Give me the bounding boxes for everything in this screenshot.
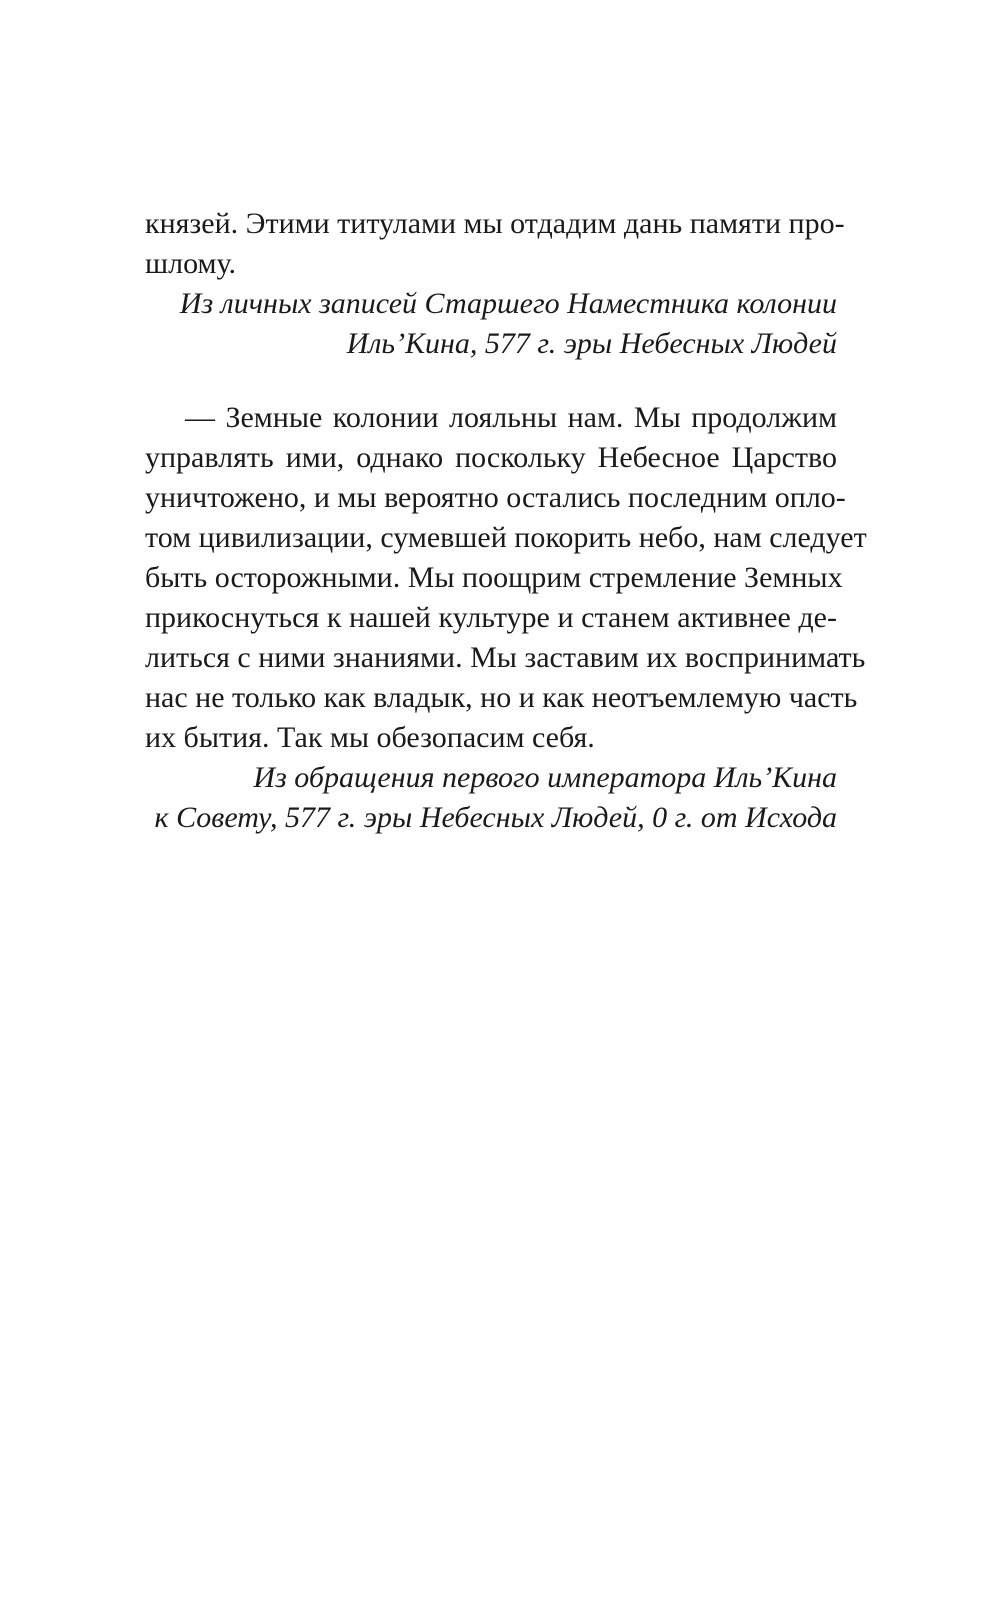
epigraph-2-text-line: литься с ними знаниями. Мы заставим их воспринимать [145, 641, 866, 674]
epigraph-2-text-line: прикоснуться к нашей культуре и станем активнее де- [145, 601, 837, 634]
page-content [145, 204, 867, 838]
epigraph-2-text-line: быть осторожными. Мы поощрим стремление Земных [145, 561, 843, 594]
epigraph-2-text-line: том цивилизации, сумевшей покорить небо, нам следует [145, 521, 867, 554]
epigraph-2-text-line: управлять ими, однако поскольку Небесное Царство [145, 441, 837, 474]
section-gap [145, 364, 837, 398]
epigraph-1 [145, 204, 845, 364]
epigraph-1-text-line: шлому. [145, 247, 236, 280]
epigraph-1-attribution: Иль’Кина, 577 г. эры Небесных Людей [346, 327, 837, 360]
epigraph-1-attribution: Из личных записей Старшего Наместника колонии [179, 287, 837, 320]
epigraph-2 [145, 398, 867, 838]
epigraph-2-text-line: их бытия. Так мы обезопасим себя. [145, 721, 595, 754]
epigraph-2-text-line: нас не только как владык, но и как неотъемлемую часть [145, 681, 858, 714]
epigraph-2-attribution: Из обращения первого императора Иль’Кина [253, 761, 837, 794]
epigraph-2-text-line: — Земные колонии лояльны нам. Мы продолжим [185, 401, 837, 434]
epigraph-2-attribution: к Совету, 577 г. эры Небесных Людей, 0 г. от Исхода [154, 801, 837, 834]
epigraph-2-text-line: уничтожено, и мы вероятно остались последним опло- [145, 481, 846, 514]
epigraph-1-text-line: князей. Этими титулами мы отдадим дань памяти про- [145, 207, 845, 240]
